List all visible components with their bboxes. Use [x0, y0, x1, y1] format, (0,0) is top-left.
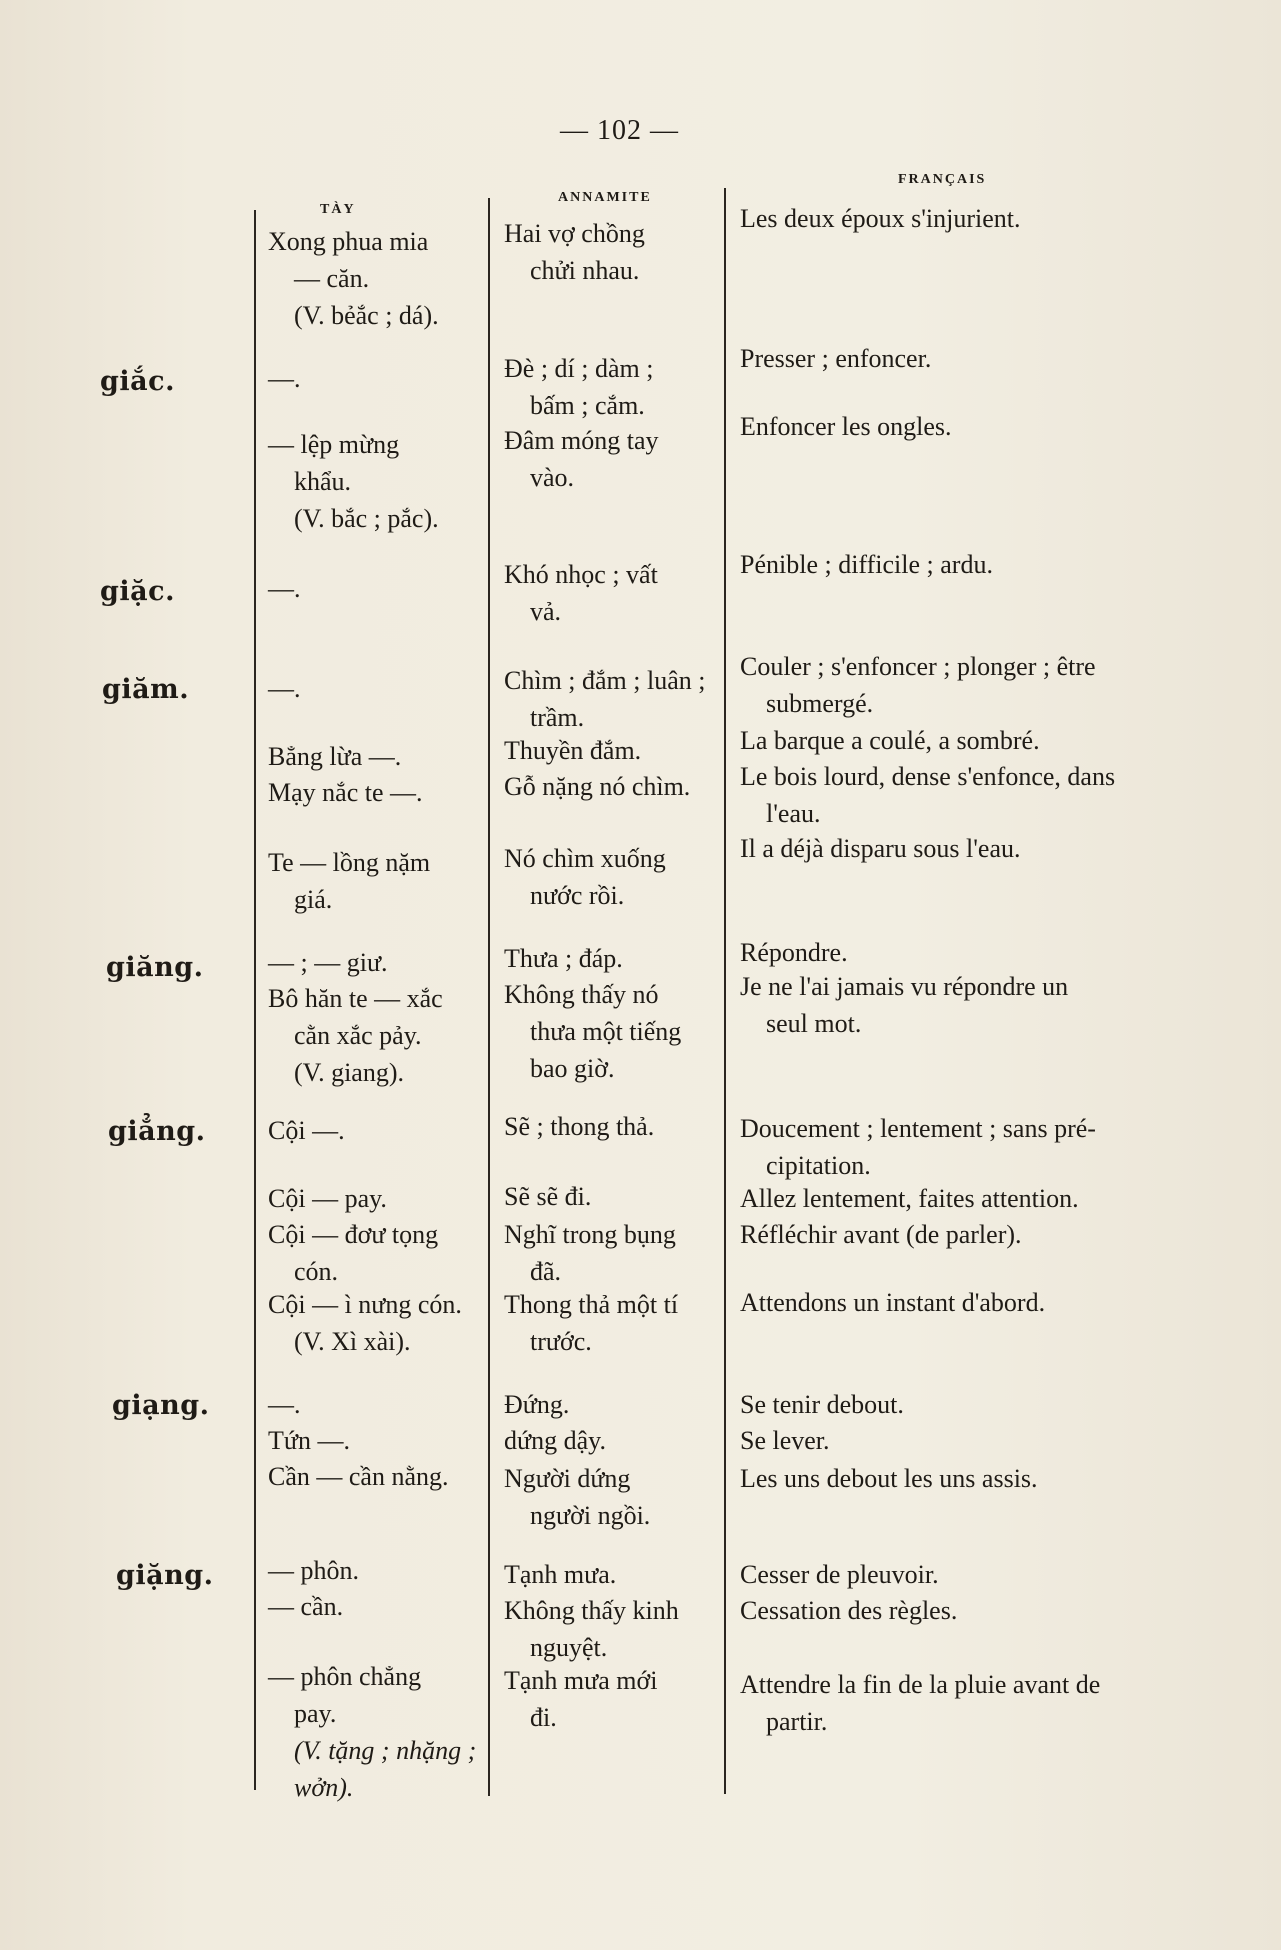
headword: giẳng. — [108, 1116, 206, 1147]
headword: giặng. — [116, 1560, 214, 1591]
tay-cell: —. — [268, 1390, 301, 1419]
annamite-cell: Tạnh mưa. — [504, 1560, 617, 1589]
francais-cell: Réfléchir avant (de parler). — [740, 1220, 1022, 1249]
headword: giăng. — [106, 952, 204, 983]
column-header-tay: TÀY — [320, 202, 356, 217]
tay-cell: Cần — cần nằng. — [268, 1462, 449, 1491]
tay-cell: —. — [268, 674, 301, 703]
annamite-cell: Người dứng người ngồi. — [504, 1464, 651, 1530]
francais-cell: La barque a coulé, a sombré. — [740, 726, 1040, 755]
annamite-cell: Thuyền đắm. — [504, 736, 642, 765]
tay-cell: Cội — ì nưng cón. (V. Xì xài). — [268, 1290, 462, 1356]
francais-cell: Il a déjà disparu sous l'eau. — [740, 834, 1021, 863]
tay-cell: Cội — đơư tọng cón. — [268, 1220, 439, 1286]
francais-cell: Répondre. — [740, 938, 848, 967]
column-rule-left — [254, 210, 256, 1790]
francais-cell: Se lever. — [740, 1426, 830, 1455]
page-number: — 102 — — [560, 115, 679, 146]
tay-cell: — ; — giư. — [268, 948, 388, 977]
annamite-cell: Thong thả một tí trước. — [504, 1290, 679, 1356]
annamite-cell: Đè ; dí ; dàm ; bấm ; cắm. — [504, 354, 654, 420]
annamite-cell: Đâm móng tay vào. — [504, 426, 659, 492]
headword: giặc. — [100, 576, 175, 607]
tay-cell: Cội —. — [268, 1116, 345, 1145]
francais-cell: Couler ; s'enfoncer ; plonger ; être submergé. — [740, 652, 1096, 718]
francais-cell: Je ne l'ai jamais vu répondre un seul mot. — [740, 972, 1069, 1038]
francais-cell: Les uns debout les uns assis. — [740, 1464, 1038, 1493]
tay-cell: —. — [268, 364, 301, 393]
annamite-cell: Tạnh mưa mới đi. — [504, 1666, 658, 1732]
francais-cell: Attendre la fin de la pluie avant de partir. — [740, 1670, 1101, 1736]
annamite-cell: dứng dậy. — [504, 1426, 606, 1455]
tay-cell: Bẳng lừa —. — [268, 742, 402, 771]
tay-cell: — cần. — [268, 1592, 344, 1621]
column-header-francais: FRANÇAIS — [898, 172, 987, 187]
headword: giăm. — [102, 674, 190, 705]
column-header-annamite: ANNAMITE — [558, 190, 652, 205]
francais-cell: Cesser de pleuvoir. — [740, 1560, 939, 1589]
francais-cell: Allez lentement, faites attention. — [740, 1184, 1079, 1213]
francais-cell: Pénible ; difficile ; ardu. — [740, 550, 993, 579]
annamite-cell: Nghĩ trong bụng đã. — [504, 1220, 676, 1286]
annamite-cell: Nó chìm xuống nước rồi. — [504, 844, 666, 910]
francais-cell: Les deux époux s'injurient. — [740, 204, 1021, 233]
francais-cell: Se tenir debout. — [740, 1390, 904, 1419]
annamite-cell: Đứng. — [504, 1390, 570, 1419]
tay-cell: — lệp mừng khẩu. (V. bắc ; pắc). — [268, 430, 439, 533]
tay-cell: Bô hăn te — xắc cằn xắc pảy. (V. giang). — [268, 984, 443, 1087]
tay-cell: — phôn. — [268, 1556, 359, 1585]
annamite-cell: Hai vợ chồng chửi nhau. — [504, 219, 645, 285]
francais-cell: Enfoncer les ongles. — [740, 412, 952, 441]
annamite-cell: Không thấy nó thưa một tiếng bao giờ. — [504, 980, 682, 1083]
tay-cell: Cội — pay. — [268, 1184, 387, 1213]
tay-cell: Mạy nắc te —. — [268, 778, 423, 807]
annamite-cell: Sẽ sẽ đi. — [504, 1182, 592, 1211]
francais-cell: Doucement ; lentement ; sans pré- cipitation. — [740, 1114, 1096, 1180]
francais-cell: Cessation des règles. — [740, 1596, 958, 1625]
tay-cell: —. — [268, 574, 301, 603]
francais-cell: Le bois lourd, dense s'enfonce, dans l'eau. — [740, 762, 1116, 828]
annamite-cell: Sẽ ; thong thả. — [504, 1112, 655, 1141]
francais-cell: Attendons un instant d'abord. — [740, 1288, 1046, 1317]
tay-cell: Te — lồng nặm giá. — [268, 848, 431, 914]
headword: giắc. — [100, 366, 175, 397]
francais-cell: Presser ; enfoncer. — [740, 344, 932, 373]
annamite-cell: Gỗ nặng nó chìm. — [504, 772, 691, 801]
tay-cell: Xong phua mia — căn. (V. bẻắc ; dá). — [268, 227, 439, 330]
annamite-cell: Không thấy kinh nguyệt. — [504, 1596, 679, 1662]
annamite-cell: Chìm ; đắm ; luân ; trầm. — [504, 666, 706, 732]
tay-cell: — phôn chẳng pay. (V. tặng ; nhặng ; wởn). — [268, 1662, 477, 1802]
tay-cell: Tứn —. — [268, 1426, 350, 1455]
headword: giạng. — [112, 1390, 210, 1421]
annamite-cell: Thưa ; đáp. — [504, 944, 623, 973]
annamite-cell: Khó nhọc ; vất vả. — [504, 560, 658, 626]
